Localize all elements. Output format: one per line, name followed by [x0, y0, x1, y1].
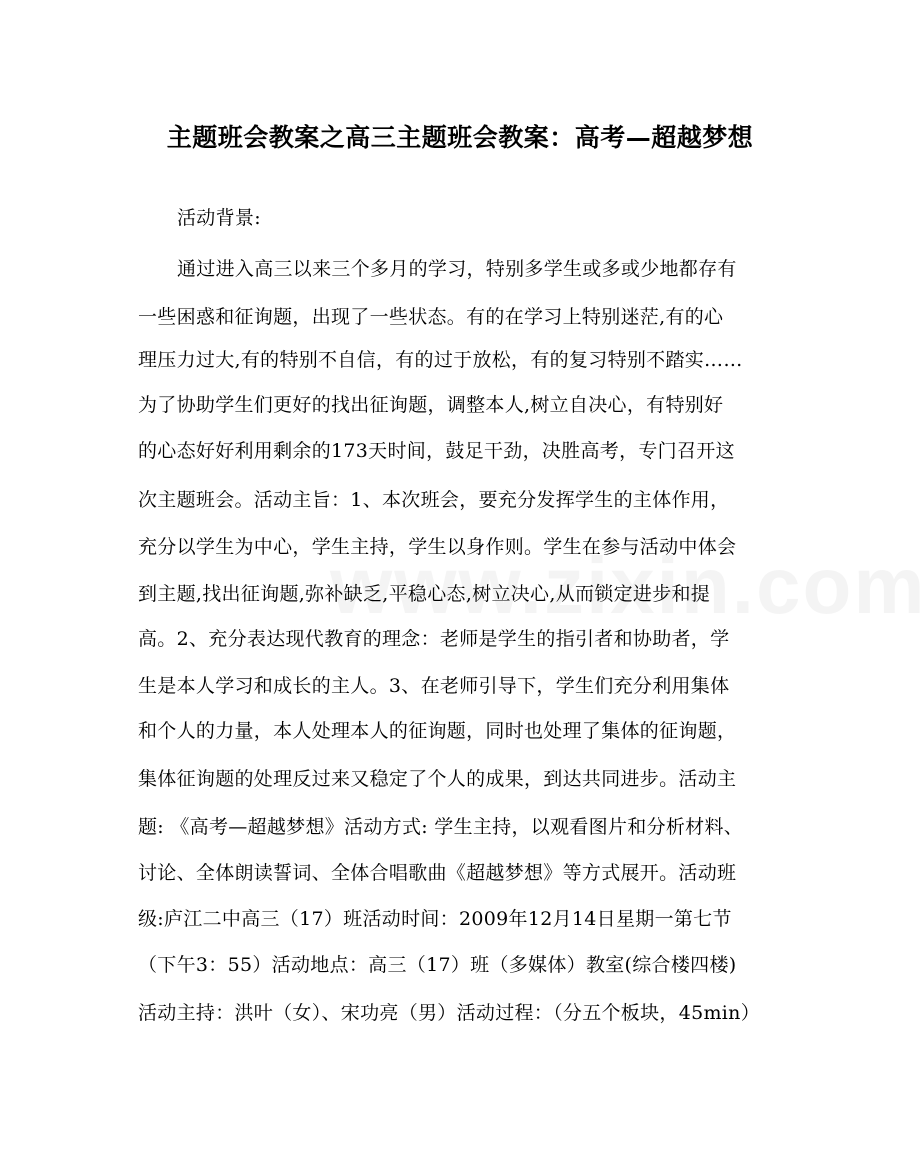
paragraph-line: 一些困惑和征询题，出现了一些状态。有的在学习上特别迷茫,有的心 [138, 306, 724, 328]
page-title: 主题班会教案之高三主题班会教案：高考—超越梦想 [166, 123, 754, 152]
paragraph-line: 级:庐江二中高三（17）班活动时间：2009年12月14日星期一第七节 [138, 908, 732, 930]
paragraph-line: 活动主持：洪叶（女）、宋功亮（男）活动过程：（分五个板块，45min） [138, 1002, 761, 1024]
paragraph-line: 和个人的力量，本人处理本人的征询题，同时也处理了集体的征询题， [138, 720, 737, 742]
paragraph-line: 到主题,找出征询题,弥补缺乏,平稳心态,树立决心,从而锁定进步和提 [138, 583, 711, 605]
section-heading: 活动背景: [177, 207, 261, 229]
paragraph-line: 集体征询题的处理反过来又稳定了个人的成果，到达共同进步。活动主 [138, 768, 737, 790]
paragraph-line: 次主题班会。活动主旨：1、本次班会，要充分发挥学生的主体作用， [138, 489, 730, 511]
paragraph-line: 讨论、全体朗读誓词、全体合唱歌曲《超越梦想》等方式展开。活动班 [138, 862, 737, 884]
paragraph-line: 为了协助学生们更好的找出征询题，调整本人,树立自决心，有特别好 [138, 394, 724, 416]
paragraph-line: 题: 《高考—超越梦想》活动方式: 学生主持，以观看图片和分析材料、 [138, 816, 744, 838]
paragraph-line: （下午3：55）活动地点：高三（17）班（多媒体）教室(综合楼四楼) [138, 954, 737, 976]
paragraph-line: 通过进入高三以来三个多月的学习，特别多学生或多或少地都存有 [177, 258, 737, 280]
paragraph-line: 充分以学生为中心，学生主持，学生以身作则。学生在参与活动中体会 [138, 536, 737, 558]
paragraph-line: 生是本人学习和成长的主人。3、在老师引导下，学生们充分利用集体 [138, 675, 730, 697]
paragraph-line: 理压力过大,有的特别不自信，有的过于放松，有的复习特别不踏实…… [138, 349, 743, 371]
paragraph-line: 的心态好好利用剩余的173天时间，鼓足干劲，决胜高考，专门召开这 [138, 440, 735, 462]
paragraph-line: 高。2、充分表达现代教育的理念：老师是学生的指引者和协助者，学 [138, 628, 730, 650]
